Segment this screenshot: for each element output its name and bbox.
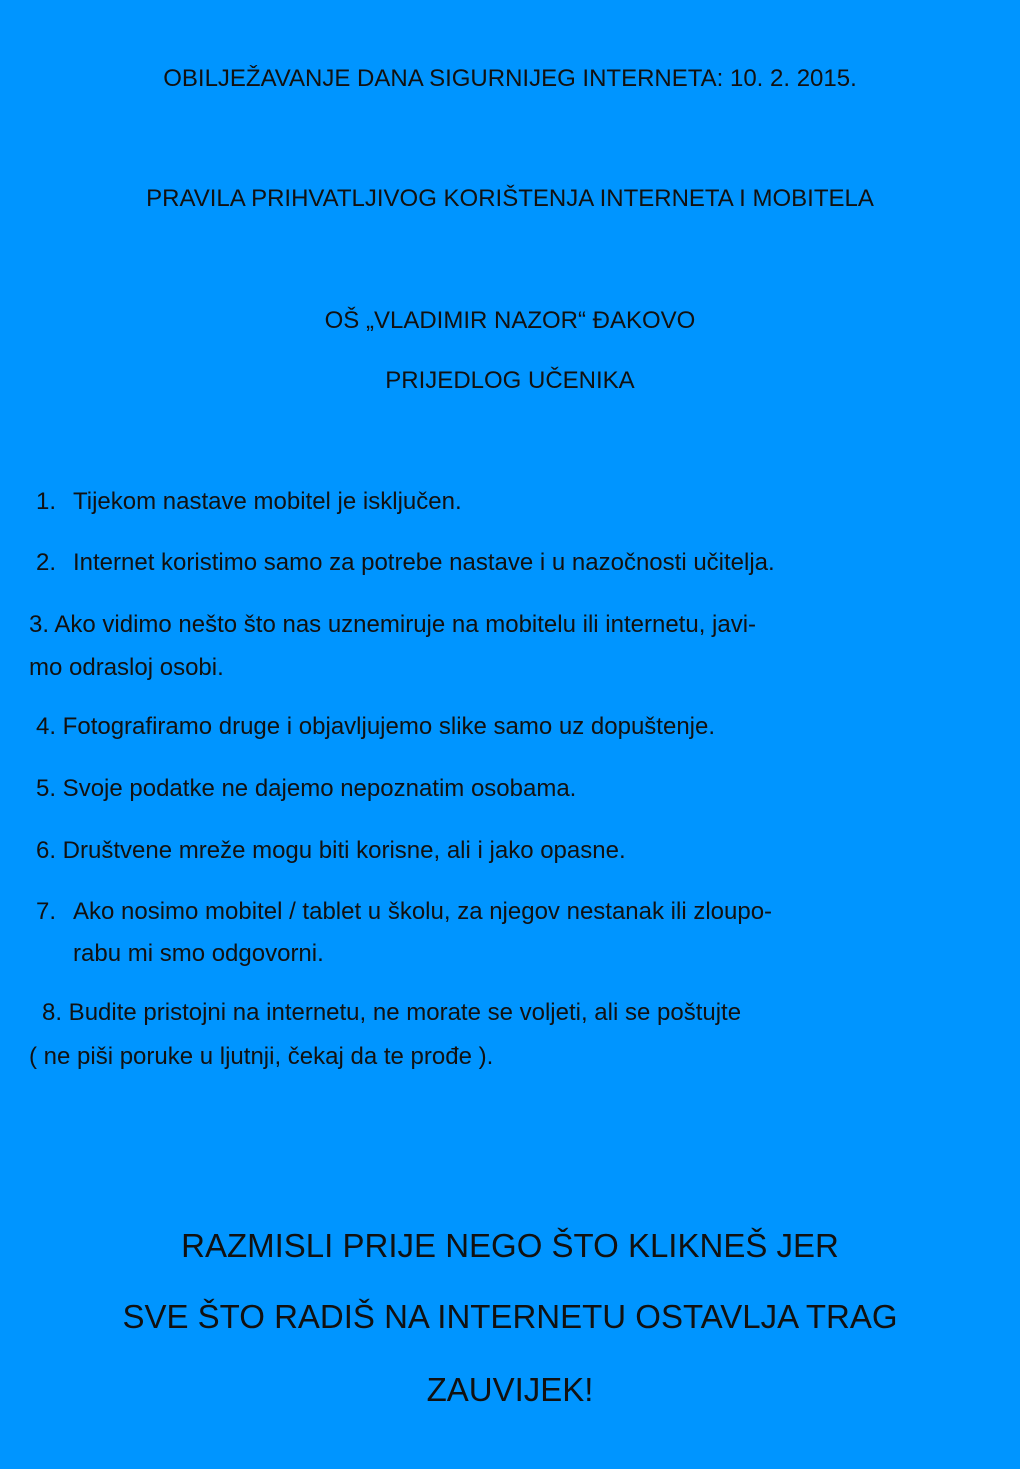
closing-line-2: SVE ŠTO RADIŠ NA INTERNETU OSTAVLJA TRAG (122, 1298, 898, 1335)
rule-6: 6. Društvene mreže mogu biti korisne, ali i jako opasne. (36, 837, 626, 864)
closing-line-3: ZAUVIJEK! (426, 1371, 594, 1408)
rule-4: 4. Fotografiramo druge i objavljujemo slike samo uz dopuštenje. (36, 713, 716, 740)
rules-title: PRAVILA PRIHVATLJIVOG KORIŠTENJA INTERNETA I MOBITELA (146, 185, 874, 212)
rule-3-line-1: 3. Ako vidimo nešto što nas uznemiruje na mobitelu ili internetu, javi- (29, 611, 757, 638)
rule-8-line-2: ( ne piši poruke u ljutnji, čekaj da te prođe ). (29, 1043, 494, 1070)
rule-2 (36, 548, 775, 578)
event-title: OBILJEŽAVANJE DANA SIGURNIJEG INTERNETA: 10. 2. 2015. (163, 65, 857, 92)
rule-1-number: 1. (36, 488, 57, 515)
rule-3-line-2: mo odrasloj osobi. (29, 654, 224, 681)
rule-8-line-1: 8. Budite pristojni na internetu, ne morate se voljeti, ali se poštujte (42, 999, 742, 1026)
proposal-subtitle: PRIJEDLOG UČENIKA (385, 367, 635, 394)
closing-line-1: RAZMISLI PRIJE NEGO ŠTO KLIKNEŠ JER (181, 1227, 839, 1264)
school-name: OŠ „VLADIMIR NAZOR“ ĐAKOVO (324, 307, 696, 334)
rule-5: 5. Svoje podatke ne dajemo nepoznatim osobama. (36, 775, 577, 802)
rule-2-number: 2. (36, 549, 57, 576)
rule-7-text: Ako nosimo mobitel / tablet u školu, za njegov nestanak ili zloupo- (73, 898, 773, 925)
rule-7-number: 7. (36, 898, 57, 925)
rule-7-line-1 (36, 897, 772, 927)
rule-2-text: Internet koristimo samo za potrebe nastave i u nazočnosti učitelja. (73, 549, 775, 576)
rule-7-line-2: rabu mi smo odgovorni. (73, 940, 324, 967)
rule-1 (36, 487, 462, 517)
rule-1-text: Tijekom nastave mobitel je isključen. (73, 488, 462, 515)
